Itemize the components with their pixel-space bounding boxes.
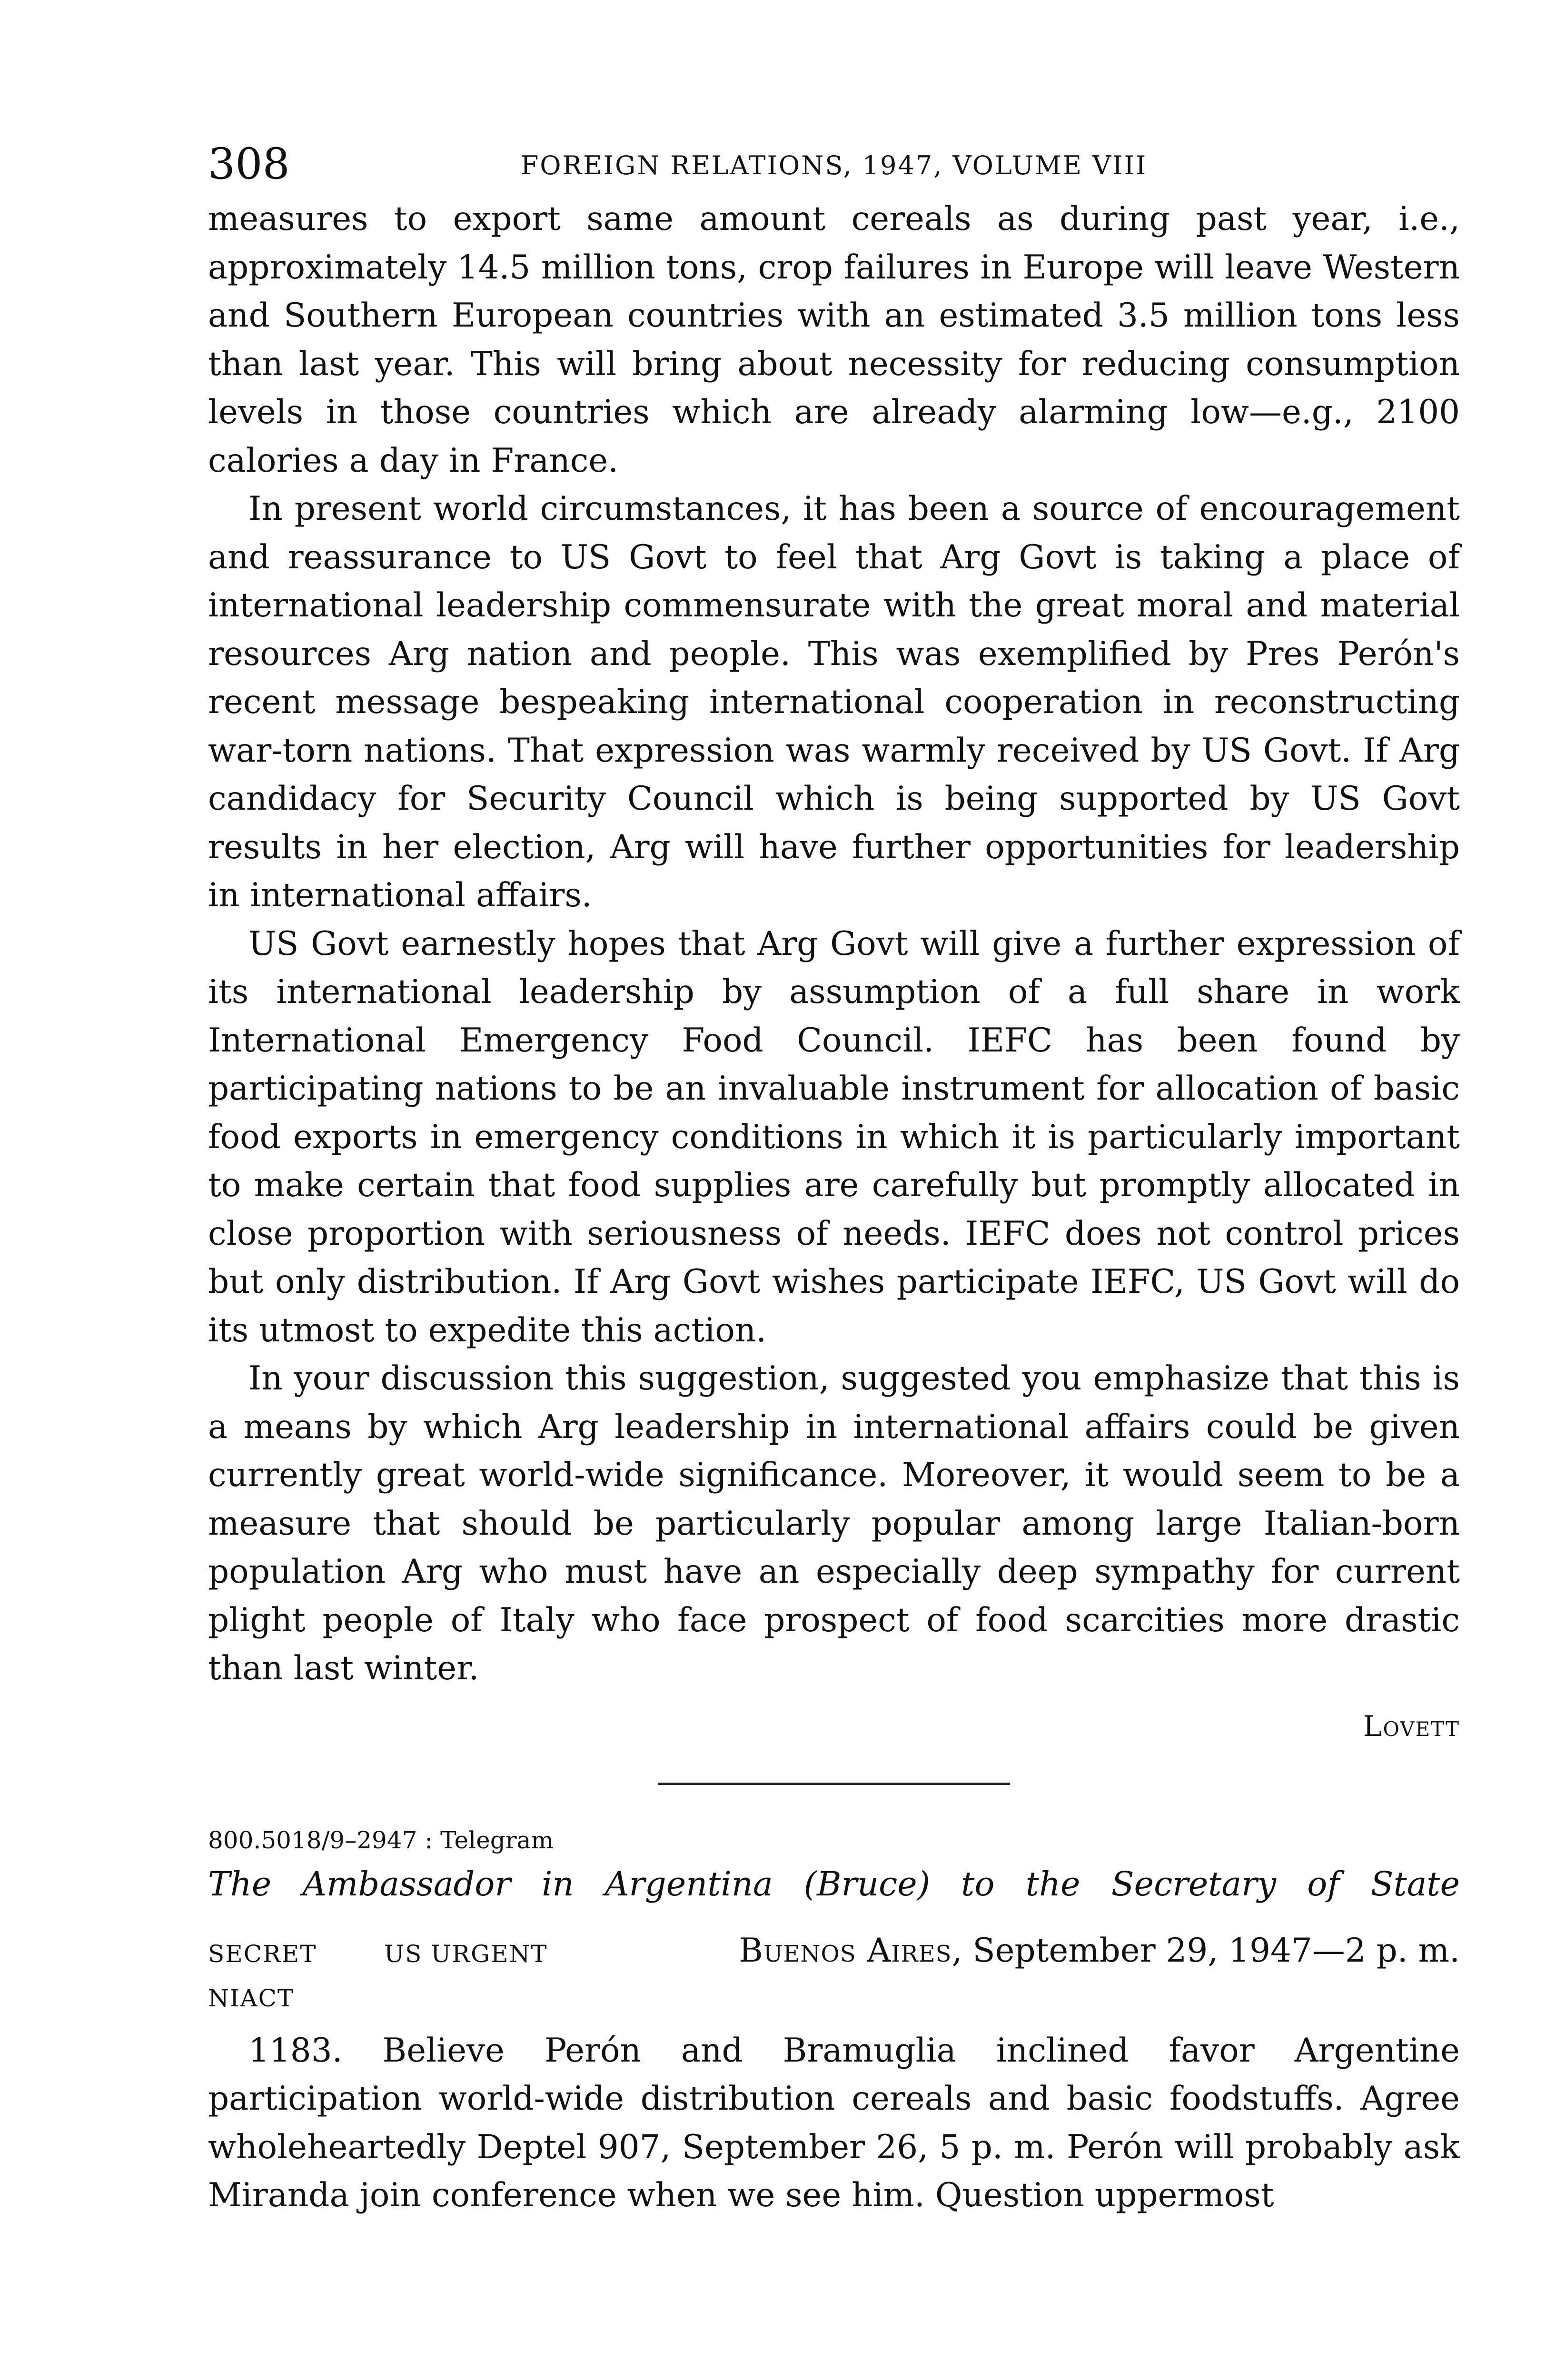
- document-title: The Ambassador in Argentina (Bruce) to the Secretary of State: [208, 1864, 1460, 1904]
- classification: SECRET: [208, 1940, 317, 1968]
- signature: Lovett: [1363, 1709, 1460, 1743]
- niact-label: NIACT: [208, 1984, 295, 2012]
- paragraph: measures to export same amount cereals as during past year, i.e., approximately 14.5 million tons, crop failures in Europe will leave Western and Southern European countries with an estimated 3.5 million tons less than last year. This will bring about necessity for reducing consumption levels in those countries which are already alarming low—e.g., 2100 calories a day in France.: [208, 200, 1460, 480]
- body-text: [208, 195, 1460, 1693]
- paragraph: 1183. Believe Perón and Bramuglia inclined favor Argentine participation world-wide distribution cereals and basic foodstuffs. Agree wholeheartedly Deptel 907, September 26, 5 p. m. Perón will probably ask Miranda join conference when we see him. Question uppermost: [208, 2031, 1460, 2214]
- page-content: [208, 138, 1460, 2220]
- dateline: [739, 1927, 1460, 1974]
- page-number: 308: [208, 139, 290, 189]
- paragraph: In present world circumstances, it has been a source of encouragement and reassurance to US Govt to feel that Arg Govt is taking a place of international leadership commensurate with the great moral and material resources Arg nation and people. This was exemplified by Pres Perón's recent message bespeaking international cooperation in reconstructing war-torn nations. That expression was warmly received by US Govt. If Arg candidacy for Security Council which is being supported by US Govt results in her election, Arg will have further opportunities for leadership in international affairs.: [208, 490, 1460, 914]
- telegram-header: [208, 1927, 1460, 1979]
- running-head: [208, 138, 1460, 195]
- paragraph: In your discussion this suggestion, suggested you emphasize that this is a means by which Arg leadership in international affairs could be given currently great world-wide significance. Moreover, it would seem to be a measure that should be particularly popular among large Italian-born population Arg who must have an especially deep sympathy for current plight people of Italy who face prospect of food scarcities more drastic than last winter.: [208, 1359, 1460, 1687]
- dateline-place: Buenos Aires: [739, 1931, 952, 1970]
- section-divider: [658, 1783, 1010, 1785]
- running-title: FOREIGN RELATIONS, 1947, VOLUME VIII: [520, 150, 1148, 180]
- file-reference: 800.5018/9–2947 : Telegram: [208, 1826, 554, 1854]
- dateline-date: , September 29, 1947—2 p. m.: [951, 1931, 1460, 1970]
- urgency: US URGENT: [384, 1940, 548, 1968]
- paragraph: US Govt earnestly hopes that Arg Govt will give a further expression of its international leadership by assumption of a full share in work International Emergency Food Council. IEFC has been found by participating nations to be an invaluable instrument for allocation of basic food exports in emergency conditions in which it is particularly important to make certain that food supplies are carefully but promptly allocated in close proportion with seriousness of needs. IEFC does not control prices but only distribution. If Arg Govt wishes participate IEFC, US Govt will do its utmost to expedite this action.: [208, 924, 1460, 1349]
- telegram-text: [208, 2027, 1460, 2220]
